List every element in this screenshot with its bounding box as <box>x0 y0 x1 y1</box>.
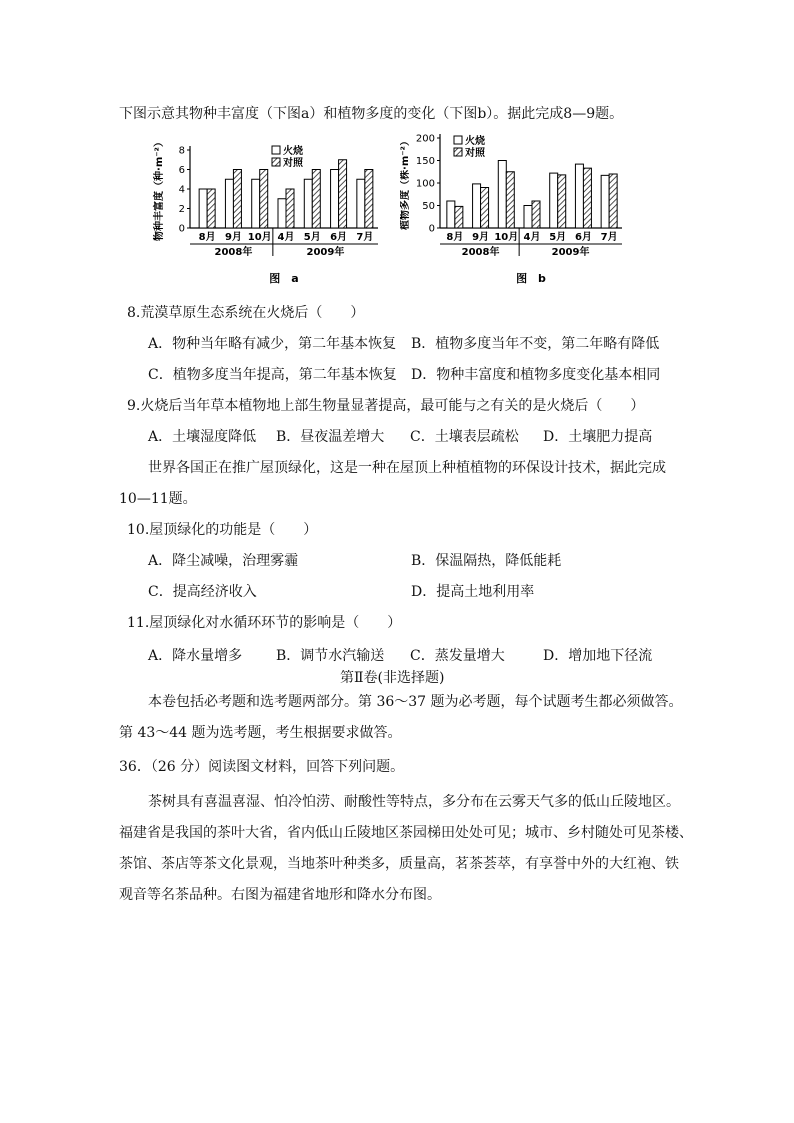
q11-option-d[interactable]: D．增加地下径流 <box>543 648 653 664</box>
chart-b-y-tick-label: 200 <box>415 133 435 145</box>
chart-b-x-tick-label: 9月 <box>472 232 490 243</box>
q36-paragraph-line1: 茶树具有喜温喜湿、怕冷怕涝、耐酸性等特点，多分布在云雾天气多的低山丘陵地区。 <box>148 794 680 810</box>
chart-a-bar-control <box>233 170 241 229</box>
chart-b-bar-control <box>532 201 540 228</box>
chart-b-x-tick-label: 4月 <box>523 232 541 243</box>
chart-b-bar-burned <box>447 201 455 228</box>
q9-stem: 9.火烧后当年草本植物地上部生物量显著提高，最可能与之有关的是火烧后（ ） <box>127 398 645 414</box>
chart-a-bar-control <box>312 170 320 229</box>
q10-stem: 10.屋顶绿化的功能是（ ） <box>127 522 318 538</box>
q10-option-c[interactable]: C．提高经济收入 <box>148 584 257 600</box>
q8-option-d[interactable]: D．物种丰富度和植物多度变化基本相同 <box>411 367 661 383</box>
chart-b-bar-control <box>609 174 617 228</box>
chart-b-group-label: 2009年 <box>551 247 590 258</box>
section-desc-line1: 本卷包括必考题和选考题两部分。第 36～37 题为必考题，每个试题考生都必须做答。 <box>148 694 683 710</box>
chart-a-legend-swatch <box>272 146 280 154</box>
chart-b-bar-burned <box>550 173 558 228</box>
chart-a-y-tick-label: 6 <box>178 165 185 176</box>
chart-a-x-tick-label: 8月 <box>198 232 216 243</box>
chart-a-bar-control <box>365 170 373 229</box>
chart-b-bar-control <box>583 168 591 228</box>
q9-option-c[interactable]: C．土壤表层疏松 <box>410 429 519 445</box>
chart-a-x-tick-label: 4月 <box>277 232 295 243</box>
section-title: 第Ⅱ卷(非选择题) <box>340 670 445 686</box>
chart-a-bar-burned <box>357 179 365 228</box>
chart-a-bar-control <box>339 160 347 228</box>
chart-b-x-tick-label: 5月 <box>549 232 567 243</box>
q11-option-a[interactable]: A．降水量增多 <box>148 648 243 664</box>
chart-b-y-tick-label: 50 <box>422 201 435 212</box>
chart-b-legend-swatch <box>454 148 462 156</box>
chart-a-bar-control <box>286 189 294 228</box>
chart-b-bar-control <box>558 175 566 228</box>
chart-b-bar-burned <box>575 164 583 228</box>
chart-b-x-tick-label: 8月 <box>446 232 464 243</box>
chart-b-bar-burned <box>524 206 532 229</box>
q10-option-a[interactable]: A．降尘减噪，治理雾霾 <box>148 553 299 569</box>
q11-stem: 11.屋顶绿化对水循环环节的影响是（ ） <box>127 615 402 631</box>
chart-a-x-tick-label: 9月 <box>224 232 242 243</box>
chart-b-x-tick-label: 10月 <box>494 232 519 243</box>
chart-b-group-label: 2008年 <box>461 247 500 258</box>
chart-b-bar-burned <box>473 184 481 228</box>
chart-a-bar-burned <box>304 179 312 228</box>
chart-a-y-tick-label: 0 <box>178 223 185 235</box>
intro-text: 下图示意其物种丰富度（下图a）和植物多度的变化（下图b）。据此完成8—9题。 <box>119 106 624 122</box>
chart-a-legend-label: 火烧 <box>283 146 303 157</box>
chart-a-bar-control <box>207 189 215 228</box>
chart-b-y-tick-label: 100 <box>415 178 435 190</box>
chart-a-group-label: 2008年 <box>214 247 253 258</box>
chart-a <box>150 132 410 292</box>
chart-a-x-tick-label: 10月 <box>247 232 272 243</box>
chart-a-x-tick-label: 6月 <box>330 232 348 243</box>
q8-stem: 8.荒漠草原生态系统在火烧后（ ） <box>127 305 365 321</box>
chart-b-caption: 图 b <box>516 272 546 285</box>
chart-b-y-tick-label: 0 <box>428 223 435 235</box>
chart-a-legend-label: 对照 <box>283 158 303 169</box>
chart-a-y-tick-label: 4 <box>178 184 185 196</box>
q9-option-a[interactable]: A．土壤湿度降低 <box>148 429 257 445</box>
q11-option-c[interactable]: C．蒸发量增大 <box>410 648 505 664</box>
chart-a-bar-burned <box>331 170 339 229</box>
q36-paragraph-line2: 福建省是我国的茶叶大省，省内低山丘陵地区茶园梯田处处可见；城市、乡村随处可见茶楼、 <box>119 825 693 841</box>
chart-b-legend-label: 火烧 <box>465 136 485 147</box>
q8-option-b[interactable]: B．植物多度当年不变，第二年略有降低 <box>411 336 660 352</box>
chart-a-y-axis-label: 物种丰富度（种·m⁻²） <box>154 137 165 241</box>
chart-b-bar-control <box>506 172 514 228</box>
chart-a-bar-burned <box>199 189 207 228</box>
q10-option-d[interactable]: D．提高土地利用率 <box>411 584 535 600</box>
chart-b-legend-label: 对照 <box>465 148 485 159</box>
intro2-line1: 世界各国正在推广屋顶绿化，这是一种在屋顶上种植植物的环保设计技术，据此完成 <box>148 460 666 476</box>
chart-a-bar-burned <box>252 179 260 228</box>
q9-option-d[interactable]: D．土壤肥力提高 <box>543 429 653 445</box>
q9-option-b[interactable]: B．昼夜温差增大 <box>276 429 385 445</box>
chart-a-x-tick-label: 5月 <box>303 232 321 243</box>
chart-a-caption: 图 a <box>269 272 299 285</box>
chart-b <box>400 132 630 292</box>
chart-a-group-label: 2009年 <box>306 247 345 258</box>
chart-a-x-tick-label: 7月 <box>356 232 374 243</box>
chart-b-bar-control <box>481 188 489 229</box>
intro2-line2: 10—11题。 <box>119 491 197 507</box>
chart-a-y-tick-label: 2 <box>178 204 185 215</box>
chart-b-x-tick-label: 7月 <box>600 232 618 243</box>
chart-b-y-axis-label: 植物多度（株·m⁻²） <box>400 136 411 230</box>
q36-paragraph-line3: 茶馆、茶店等茶文化景观，当地茶叶种类多，质量高，茗茶荟萃，有享誉中外的大红袍、铁 <box>119 856 679 872</box>
q36-stem: 36．（26 分）阅读图文材料，回答下列问题。 <box>119 759 405 775</box>
q8-option-a[interactable]: A．物种当年略有减少，第二年基本恢复 <box>148 336 397 352</box>
chart-b-x-tick-label: 6月 <box>574 232 592 243</box>
q10-option-b[interactable]: B．保温隔热，降低能耗 <box>411 553 562 569</box>
chart-b-legend-swatch <box>454 136 462 144</box>
chart-b-y-tick-label: 150 <box>415 156 435 167</box>
q11-option-b[interactable]: B．调节水汽输送 <box>276 648 385 664</box>
chart-b-bar-burned <box>498 161 506 229</box>
section-desc-line2: 第 43～44 题为选考题，考生根据要求做答。 <box>119 725 402 741</box>
chart-a-bar-burned <box>225 179 233 228</box>
q36-paragraph-line4: 观音等名茶品种。右图为福建省地形和降水分布图。 <box>119 887 441 903</box>
chart-a-y-tick-label: 8 <box>178 145 185 157</box>
chart-a-bar-burned <box>278 199 286 228</box>
q8-option-c[interactable]: C．植物多度当年提高，第二年基本恢复 <box>148 367 397 383</box>
chart-a-bar-control <box>260 170 268 229</box>
chart-a-legend-swatch <box>272 158 280 166</box>
chart-b-bar-control <box>455 206 463 228</box>
chart-b-bar-burned <box>601 175 609 228</box>
